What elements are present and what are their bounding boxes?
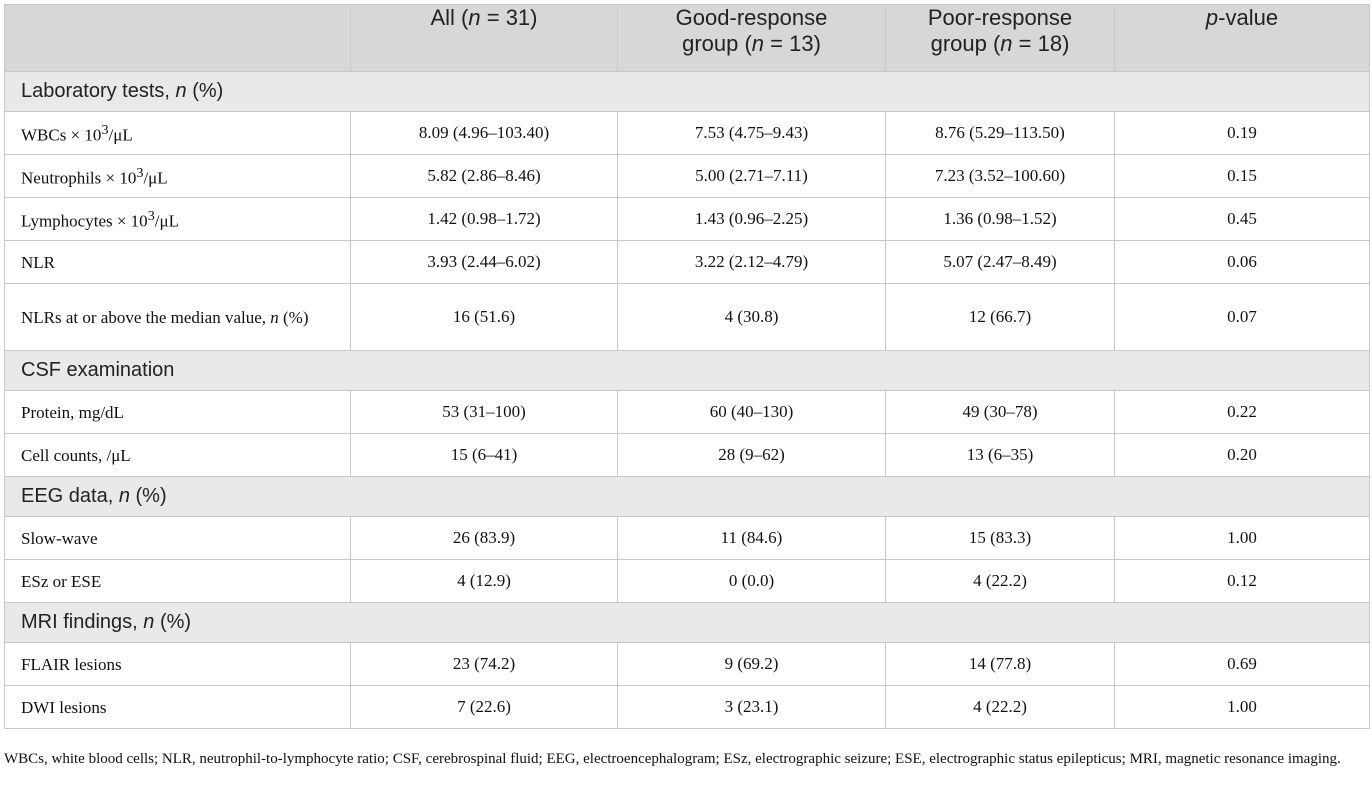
header-poor-response: Poor-response group (n = 18) bbox=[886, 5, 1115, 72]
cell-poor: 49 (30–78) bbox=[886, 391, 1115, 434]
cell-poor: 15 (83.3) bbox=[886, 517, 1115, 560]
cell-p: 1.00 bbox=[1115, 686, 1370, 729]
table-row bbox=[5, 241, 1370, 284]
row-label: NLRs at or above the median value, n (%) bbox=[5, 284, 351, 351]
section-laboratory-tests bbox=[5, 72, 1370, 112]
table-container bbox=[4, 4, 1369, 729]
cell-p: 0.15 bbox=[1115, 155, 1370, 198]
table-row bbox=[5, 643, 1370, 686]
header-row bbox=[5, 5, 1370, 72]
section-title: EEG data, n (%) bbox=[5, 477, 1370, 517]
header-empty bbox=[5, 5, 351, 72]
table-row bbox=[5, 686, 1370, 729]
table-row bbox=[5, 284, 1370, 351]
row-label: WBCs × $10^3/\mu L$ bbox=[5, 112, 351, 155]
cell-good: 1.43 (0.96–2.25) bbox=[618, 198, 886, 241]
header-all: All (n = 31) bbox=[351, 5, 618, 72]
table-row bbox=[5, 155, 1370, 198]
cell-p: 0.69 bbox=[1115, 643, 1370, 686]
cell-all: 23 (74.2) bbox=[351, 643, 618, 686]
row-label: DWI lesions bbox=[5, 686, 351, 729]
results-table bbox=[4, 4, 1370, 729]
cell-poor: 12 (66.7) bbox=[886, 284, 1115, 351]
cell-poor: 4 (22.2) bbox=[886, 686, 1115, 729]
cell-all: 26 (83.9) bbox=[351, 517, 618, 560]
section-title: Laboratory tests, n (%) bbox=[5, 72, 1370, 112]
section-title: MRI findings, n (%) bbox=[5, 603, 1370, 643]
row-label: Neutrophils × $10^3/\mu L$ bbox=[5, 155, 351, 198]
table-row bbox=[5, 391, 1370, 434]
cell-all: 16 (51.6) bbox=[351, 284, 618, 351]
cell-good: 4 (30.8) bbox=[618, 284, 886, 351]
cell-all: 15 (6–41) bbox=[351, 434, 618, 477]
cell-all: 3.93 (2.44–6.02) bbox=[351, 241, 618, 284]
cell-poor: 7.23 (3.52–100.60) bbox=[886, 155, 1115, 198]
cell-p: 0.45 bbox=[1115, 198, 1370, 241]
cell-all: 5.82 (2.86–8.46) bbox=[351, 155, 618, 198]
row-label: FLAIR lesions bbox=[5, 643, 351, 686]
section-eeg-data bbox=[5, 477, 1370, 517]
cell-p: 0.19 bbox=[1115, 112, 1370, 155]
cell-good: 7.53 (4.75–9.43) bbox=[618, 112, 886, 155]
table-footnote: WBCs, white blood cells; NLR, neutrophil-to-lymphocyte ratio; CSF, cerebrospinal fluid; EEG, electroencephalogram; ESz, electrographic seizure; ESE, electrographic status epilepticus; MRI, magnetic resonance imaging. bbox=[4, 751, 1341, 767]
cell-poor: 1.36 (0.98–1.52) bbox=[886, 198, 1115, 241]
cell-poor: 5.07 (2.47–8.49) bbox=[886, 241, 1115, 284]
row-label: ESz or ESE bbox=[5, 560, 351, 603]
cell-good: 3.22 (2.12–4.79) bbox=[618, 241, 886, 284]
table-row bbox=[5, 112, 1370, 155]
row-label: Cell counts, /μL bbox=[5, 434, 351, 477]
section-title: CSF examination bbox=[5, 351, 1370, 391]
cell-p: 1.00 bbox=[1115, 517, 1370, 560]
section-csf-examination bbox=[5, 351, 1370, 391]
cell-good: 28 (9–62) bbox=[618, 434, 886, 477]
cell-all: 53 (31–100) bbox=[351, 391, 618, 434]
cell-good: 3 (23.1) bbox=[618, 686, 886, 729]
header-good-response: Good-response group (n = 13) bbox=[618, 5, 886, 72]
cell-poor: 4 (22.2) bbox=[886, 560, 1115, 603]
cell-p: 0.20 bbox=[1115, 434, 1370, 477]
cell-all: 1.42 (0.98–1.72) bbox=[351, 198, 618, 241]
cell-poor: 14 (77.8) bbox=[886, 643, 1115, 686]
cell-p: 0.07 bbox=[1115, 284, 1370, 351]
cell-p: 0.22 bbox=[1115, 391, 1370, 434]
cell-good: 60 (40–130) bbox=[618, 391, 886, 434]
table-row bbox=[5, 198, 1370, 241]
cell-good: 0 (0.0) bbox=[618, 560, 886, 603]
cell-all: 7 (22.6) bbox=[351, 686, 618, 729]
cell-poor: 13 (6–35) bbox=[886, 434, 1115, 477]
row-label: Protein, mg/dL bbox=[5, 391, 351, 434]
cell-all: 4 (12.9) bbox=[351, 560, 618, 603]
row-label: Slow-wave bbox=[5, 517, 351, 560]
cell-p: 0.06 bbox=[1115, 241, 1370, 284]
table-row bbox=[5, 517, 1370, 560]
cell-good: 11 (84.6) bbox=[618, 517, 886, 560]
cell-p: 0.12 bbox=[1115, 560, 1370, 603]
cell-poor: 8.76 (5.29–113.50) bbox=[886, 112, 1115, 155]
row-label: NLR bbox=[5, 241, 351, 284]
cell-good: 5.00 (2.71–7.11) bbox=[618, 155, 886, 198]
header-p-value: p-value bbox=[1115, 5, 1370, 72]
cell-all: 8.09 (4.96–103.40) bbox=[351, 112, 618, 155]
table-row bbox=[5, 434, 1370, 477]
cell-good: 9 (69.2) bbox=[618, 643, 886, 686]
row-label: Lymphocytes × $10^3/\mu L$ bbox=[5, 198, 351, 241]
table-row bbox=[5, 560, 1370, 603]
section-mri-findings bbox=[5, 603, 1370, 643]
